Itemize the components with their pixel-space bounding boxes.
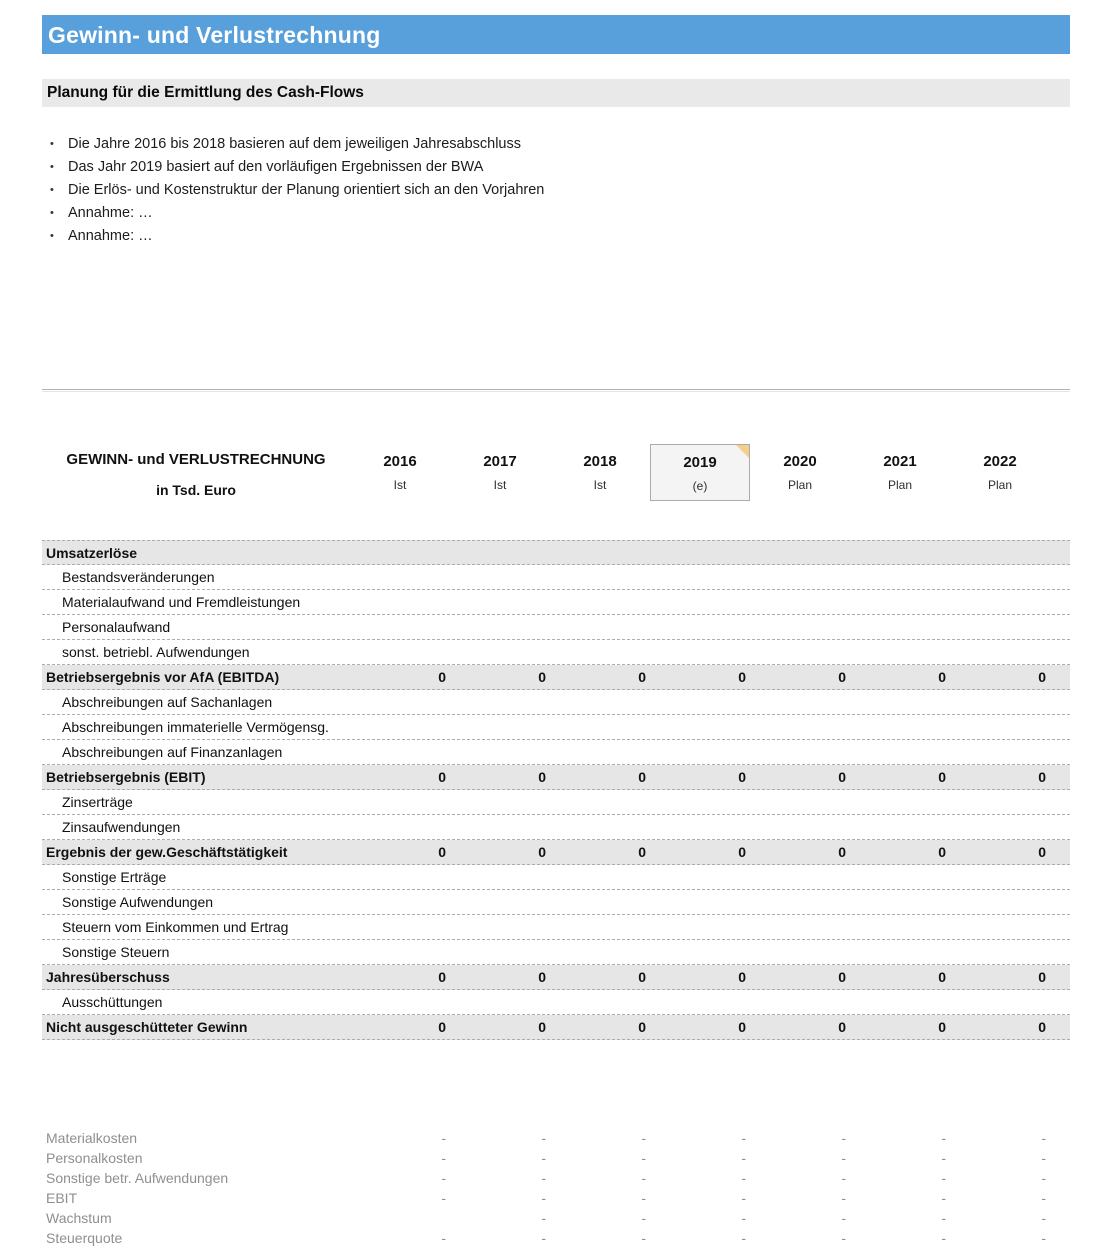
stats-row [42, 1208, 1070, 1228]
value-cell: 0 [738, 844, 746, 860]
stats-value-cell: - [641, 1130, 646, 1146]
value-cell: 0 [538, 669, 546, 685]
year-type-label: Ist [593, 478, 607, 492]
table-row [42, 540, 1070, 565]
year-type-label: Ist [393, 478, 407, 492]
stats-value-cell: - [541, 1190, 546, 1206]
value-cell: 0 [438, 844, 446, 860]
bullet-icon: • [50, 230, 54, 242]
year-label: 2020 [783, 453, 817, 470]
note-item [46, 133, 746, 156]
stats-row [42, 1128, 1070, 1148]
stats-row-label: Wachstum [46, 1210, 112, 1226]
value-cell: 0 [938, 1019, 946, 1035]
note-item [46, 179, 746, 202]
value-cell: 0 [938, 844, 946, 860]
stats-value-cell: - [1041, 1170, 1046, 1186]
stats-value-cell: - [941, 1150, 946, 1166]
row-label: Nicht ausgeschütteter Gewinn [46, 1019, 248, 1035]
year-label: 2022 [983, 453, 1017, 470]
row-label: Umsatzerlöse [46, 544, 138, 561]
year-label: 2019 [683, 454, 717, 471]
document-title-bar [42, 15, 1070, 54]
stats-row-label: Steuerquote [46, 1230, 123, 1246]
table-title [42, 444, 350, 501]
stats-value-cell: - [841, 1210, 846, 1226]
stats-value-cell: - [941, 1230, 946, 1246]
table-row [42, 690, 1070, 715]
stats-value-cell: - [1041, 1210, 1046, 1226]
stats-value-cell: - [641, 1150, 646, 1166]
stats-value-cell: - [541, 1230, 546, 1246]
stats-value-cell: - [841, 1170, 846, 1186]
value-cell: 0 [638, 969, 646, 985]
row-label: Zinsaufwendungen [62, 819, 181, 835]
stats-value-cell: - [441, 1130, 446, 1146]
value-cell: 0 [738, 969, 746, 985]
value-cell: 0 [738, 1019, 746, 1035]
row-label: Bestandsveränderungen [62, 569, 215, 585]
value-cell: 0 [838, 844, 846, 860]
stats-value-cell: - [541, 1210, 546, 1226]
stats-value-cell: - [441, 1230, 446, 1246]
column-header-2018 [550, 444, 650, 501]
stats-value-cell: - [1041, 1150, 1046, 1166]
year-label: 2021 [883, 453, 917, 470]
stats-value-cell: - [841, 1150, 846, 1166]
year-type-label: Plan [787, 478, 813, 492]
stats-value-cell: - [441, 1170, 446, 1186]
row-label: Sonstige Steuern [62, 944, 170, 960]
stats-value-cell: - [541, 1170, 546, 1186]
table-row [42, 965, 1070, 990]
table-row [42, 790, 1070, 815]
table-row [42, 990, 1070, 1015]
row-label: Betriebsergebnis (EBIT) [46, 769, 206, 785]
stats-value-cell: - [941, 1190, 946, 1206]
note-item [46, 225, 746, 248]
stats-value-cell: - [941, 1210, 946, 1226]
row-label: Zinserträge [62, 794, 133, 810]
row-label: Sonstige Aufwendungen [62, 894, 214, 910]
value-cell: 0 [938, 969, 946, 985]
year-label: 2016 [383, 453, 417, 470]
column-header-2016 [350, 444, 450, 501]
table-row [42, 715, 1070, 740]
value-cell: 0 [438, 769, 446, 785]
stats-value-cell: - [841, 1230, 846, 1246]
note-text: Annahme: … [68, 205, 153, 221]
stats-value-cell: - [741, 1150, 746, 1166]
table-row [42, 640, 1070, 665]
note-text: Das Jahr 2019 basiert auf den vorläufigen Ergebnissen der BWA [68, 159, 484, 175]
stats-value-cell: - [941, 1130, 946, 1146]
stats-value-cell: - [641, 1210, 646, 1226]
stats-row [42, 1168, 1070, 1188]
stats-value-cell: - [1041, 1190, 1046, 1206]
table-row [42, 940, 1070, 965]
row-label: Ergebnis der gew.Geschäftstätigkeit [46, 844, 288, 860]
value-cell: 0 [838, 969, 846, 985]
table-row [42, 815, 1070, 840]
table-row [42, 840, 1070, 865]
table-row [42, 590, 1070, 615]
section-header-bar [42, 79, 1070, 107]
value-cell: 0 [538, 969, 546, 985]
comment-marker-icon [736, 445, 749, 458]
value-cell: 0 [638, 769, 646, 785]
column-header-2021 [850, 444, 950, 501]
table-row [42, 665, 1070, 690]
stats-value-cell: - [1041, 1130, 1046, 1146]
pl-table-header [42, 444, 1070, 501]
value-cell: 0 [938, 769, 946, 785]
row-label: Personalaufwand [62, 619, 171, 635]
value-cell: 0 [438, 1019, 446, 1035]
column-header-2019[interactable] [650, 444, 750, 501]
page-title: Gewinn- und Verlustrechnung [48, 22, 381, 48]
stats-value-cell: - [741, 1130, 746, 1146]
row-label: Betriebsergebnis vor AfA (EBITDA) [46, 669, 280, 685]
table-row [42, 865, 1070, 890]
year-type-label: Ist [493, 478, 507, 492]
stats-value-cell: - [541, 1130, 546, 1146]
value-cell: 0 [538, 844, 546, 860]
stats-row-label: EBIT [46, 1190, 78, 1206]
note-text: Die Jahre 2016 bis 2018 basieren auf dem jeweiligen Jahresabschluss [68, 136, 521, 152]
value-cell: 0 [838, 669, 846, 685]
table-row [42, 915, 1070, 940]
value-cell: 0 [438, 969, 446, 985]
value-cell: 0 [738, 669, 746, 685]
row-label: Sonstige Erträge [62, 869, 167, 885]
stats-value-cell: - [941, 1170, 946, 1186]
stats-value-cell: - [641, 1230, 646, 1246]
year-columns [350, 444, 1050, 501]
value-cell: 0 [438, 669, 446, 685]
stats-value-cell: - [641, 1170, 646, 1186]
stats-row-label: Sonstige betr. Aufwendungen [46, 1170, 229, 1186]
stats-row [42, 1148, 1070, 1168]
year-type-label: Plan [887, 478, 913, 492]
value-cell: 0 [838, 1019, 846, 1035]
bullet-icon: • [50, 138, 54, 150]
year-type-label: (e) [692, 479, 708, 493]
value-cell: 0 [638, 1019, 646, 1035]
stats-value-cell: - [441, 1150, 446, 1166]
value-cell: 0 [638, 669, 646, 685]
value-cell: 0 [738, 769, 746, 785]
row-label: Ausschüttungen [62, 994, 163, 1010]
row-label: sonst. betriebl. Aufwendungen [62, 644, 250, 660]
bullet-icon: • [50, 161, 54, 173]
note-text: Die Erlös- und Kostenstruktur der Planung orientiert sich an den Vorjahren [68, 182, 545, 198]
year-label: 2017 [483, 453, 517, 470]
stats-value-cell: - [741, 1190, 746, 1206]
row-label: Steuern vom Einkommen und Ertrag [62, 919, 289, 935]
stats-value-cell: - [1041, 1230, 1046, 1246]
note-item [46, 202, 746, 225]
bullet-icon: • [50, 184, 54, 196]
year-type-label: Plan [987, 478, 1013, 492]
stats-row-label: Materialkosten [46, 1130, 138, 1146]
horizontal-divider [42, 389, 1070, 392]
note-item [46, 156, 746, 179]
stats-row [42, 1228, 1070, 1248]
stats-row [42, 1188, 1070, 1208]
stats-value-cell: - [641, 1190, 646, 1206]
stats-value-cell: - [841, 1130, 846, 1146]
section-title: Planung für die Ermittlung des Cash-Flows [47, 84, 364, 101]
table-row [42, 615, 1070, 640]
value-cell: 0 [1038, 1019, 1046, 1035]
value-cell: 0 [938, 669, 946, 685]
value-cell: 0 [538, 1019, 546, 1035]
stats-value-cell: - [441, 1190, 446, 1206]
row-label: Abschreibungen immaterielle Vermögensg. [62, 719, 329, 735]
stats-row-label: Personalkosten [46, 1150, 143, 1166]
table-row [42, 890, 1070, 915]
row-label: Abschreibungen auf Sachanlagen [62, 694, 273, 710]
pl-table-body [42, 540, 1070, 1040]
ratio-stats-section [42, 1128, 1070, 1248]
value-cell: 0 [1038, 669, 1046, 685]
value-cell: 0 [1038, 969, 1046, 985]
table-row [42, 765, 1070, 790]
value-cell: 0 [638, 844, 646, 860]
column-header-2017 [450, 444, 550, 501]
bullet-icon: • [50, 207, 54, 219]
value-cell: 0 [838, 769, 846, 785]
stats-value-cell: - [741, 1170, 746, 1186]
table-title-line2: in Tsd. Euro [156, 482, 236, 498]
table-row [42, 1015, 1070, 1040]
value-cell: 0 [1038, 769, 1046, 785]
table-title-line1: GEWINN- und VERLUSTRECHNUNG [66, 451, 326, 468]
year-label: 2018 [583, 453, 617, 470]
column-header-2022 [950, 444, 1050, 501]
row-label: Materialaufwand und Fremdleistungen [62, 594, 301, 610]
stats-value-cell: - [741, 1230, 746, 1246]
row-label: Abschreibungen auf Finanzanlagen [62, 744, 283, 760]
stats-value-cell: - [741, 1210, 746, 1226]
column-header-2020 [750, 444, 850, 501]
notes-list [46, 133, 746, 248]
note-text: Annahme: … [68, 228, 153, 244]
value-cell: 0 [1038, 844, 1046, 860]
table-row [42, 565, 1070, 590]
row-label: Jahresüberschuss [46, 969, 170, 985]
stats-value-cell: - [541, 1150, 546, 1166]
value-cell: 0 [538, 769, 546, 785]
stats-value-cell: - [841, 1190, 846, 1206]
table-row [42, 740, 1070, 765]
